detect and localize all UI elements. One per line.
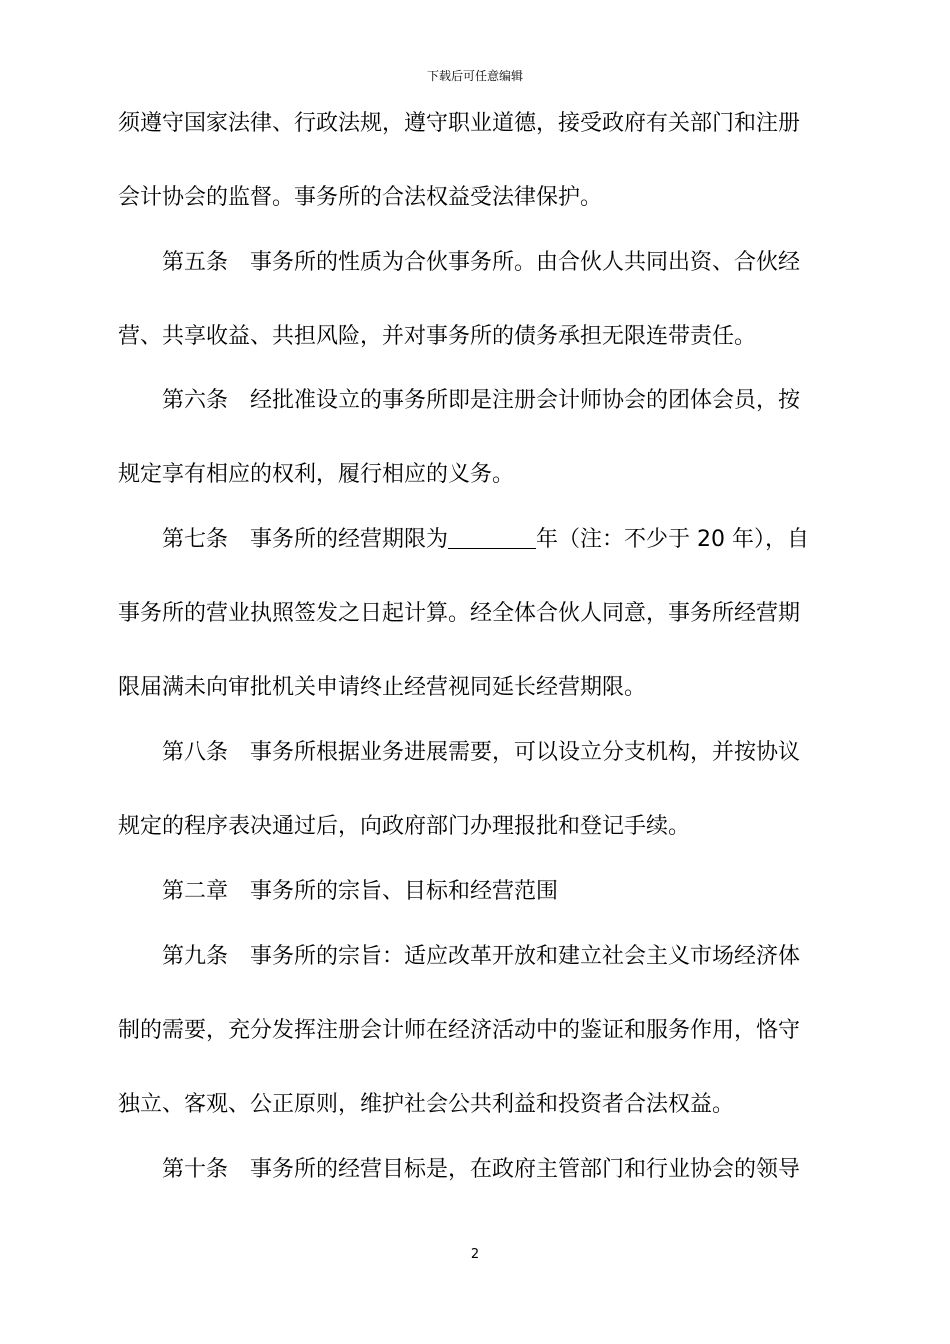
article-10-line — [162, 1155, 800, 1185]
article-text: 事务所的经营目标是，在政府主管部门和行业协会的领导 — [250, 1157, 801, 1182]
article-number: 第十条 — [162, 1157, 229, 1182]
article-number: 第七条 — [162, 527, 229, 552]
article-7-line — [162, 525, 809, 555]
body-line: 规定享有相应的权利，履行相应的义务。 — [118, 462, 515, 487]
article-text: 年（注：不少于 20 年），自 — [536, 527, 810, 552]
body-line: 事务所的营业执照签发之日起计算。经全体合伙人同意，事务所经营期 — [118, 601, 801, 626]
article-number: 第九条 — [162, 944, 229, 969]
chapter-number: 第二章 — [162, 879, 229, 904]
article-text: 经批准设立的事务所即是注册会计师协会的团体会员，按 — [250, 388, 801, 413]
chapter-2-heading — [162, 877, 558, 907]
page-number: 2 — [470, 1247, 480, 1262]
article-number: 第六条 — [162, 388, 229, 413]
body-line: 规定的程序表决通过后，向政府部门办理报批和登记手续。 — [118, 814, 691, 839]
body-line: 营、共享收益、共担风险，并对事务所的债务承担无限连带责任。 — [118, 324, 757, 349]
body-line: 限届满未向审批机关申请终止经营视同延长经营期限。 — [118, 675, 647, 700]
article-9-line — [162, 942, 800, 972]
body-line: 制的需要，充分发挥注册会计师在经济活动中的鉴证和服务作用，恪守 — [118, 1018, 801, 1043]
chapter-title: 事务所的宗旨、目标和经营范围 — [250, 879, 559, 904]
article-number: 第八条 — [162, 740, 229, 765]
body-line: 独立、客观、公正原则，维护社会公共利益和投资者合法权益。 — [118, 1092, 735, 1117]
article-5-line — [162, 248, 800, 278]
page-header: 下载后可任意编辑 — [426, 69, 523, 83]
article-6-line — [162, 386, 800, 416]
article-text: 事务所的性质为合伙事务所。由合伙人共同出资、合伙经 — [250, 250, 801, 275]
body-line: 须遵守国家法律、行政法规，遵守职业道德，接受政府有关部门和注册 — [118, 111, 801, 136]
body-line: 会计协会的监督。事务所的合法权益受法律保护。 — [118, 185, 603, 210]
article-text: 事务所的经营期限为 — [250, 527, 449, 552]
article-number: 第五条 — [162, 250, 229, 275]
article-text: 事务所的宗旨：适应改革开放和建立社会主义市场经济体 — [250, 944, 801, 969]
fill-in-blank — [448, 526, 536, 549]
article-8-line — [162, 738, 800, 768]
article-text: 事务所根据业务进展需要，可以设立分支机构，并按协议 — [250, 740, 801, 765]
